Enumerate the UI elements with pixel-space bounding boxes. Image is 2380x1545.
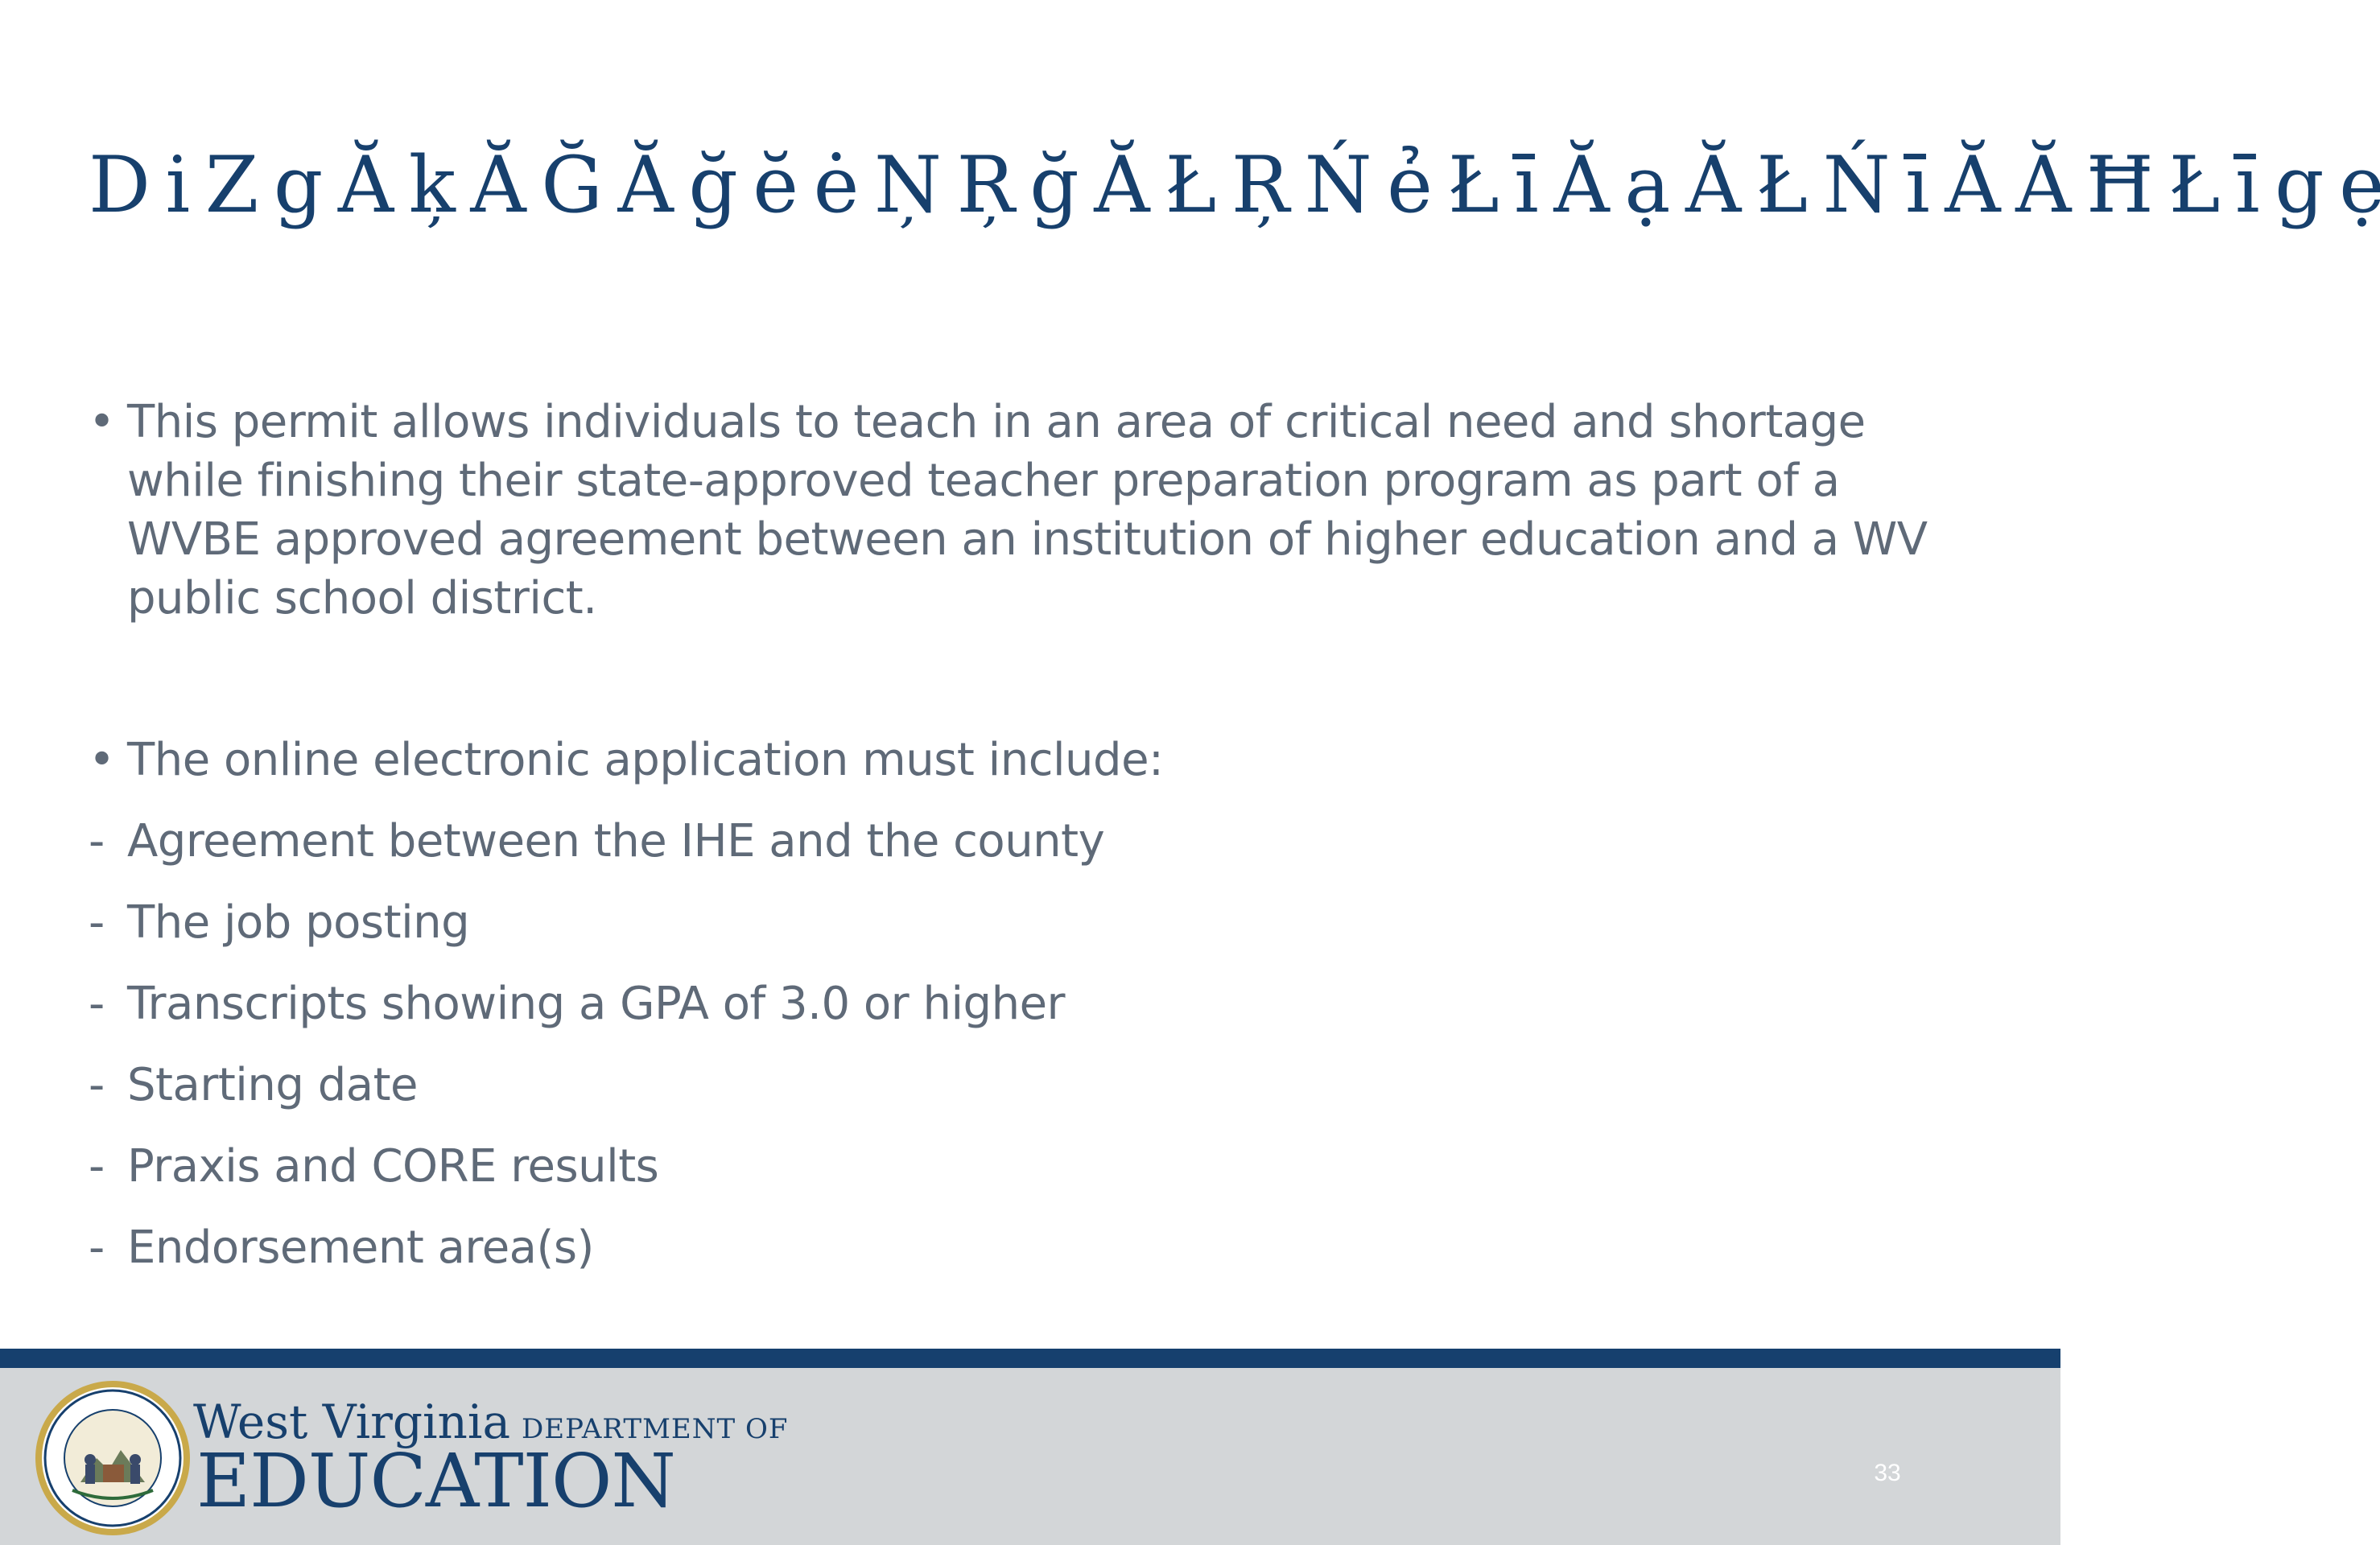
- dash-icon: -: [89, 1222, 105, 1274]
- bullet-paragraph: [89, 731, 1964, 789]
- list-item: [89, 1218, 1964, 1277]
- logo-text-bottom: EDUCATION: [196, 1438, 675, 1524]
- list-item-text: Endorsement area(s): [127, 1222, 594, 1274]
- slide-body: [89, 393, 1964, 1300]
- footer-rule: [0, 1349, 2060, 1368]
- list-item-text: Transcripts showing a GPA of 3.0 or higher: [127, 978, 1066, 1030]
- dash-icon: -: [89, 1140, 105, 1193]
- state-seal-icon: [32, 1378, 193, 1539]
- dash-icon: -: [89, 978, 105, 1030]
- page-number: 33: [1874, 1460, 1901, 1486]
- list-item: [89, 812, 1964, 871]
- list-item: [89, 1056, 1964, 1114]
- bullet-icon: •: [89, 396, 115, 448]
- logo-dept: DEPARTMENT OF: [522, 1413, 789, 1445]
- list-item-text: Starting date: [127, 1059, 418, 1111]
- dash-icon: -: [89, 896, 105, 949]
- slide-title: D i Z g Ă ķ Ă Ğ Ă ğ ĕ ė Ņ Ŗ ğ Ă Ł Ŗ Ń ẻ Ł ī Ă ạ Ă Ł Ń ī Ă Ă Ħ Ł ī g ẹ: [89, 140, 2380, 230]
- list-item: [89, 974, 1964, 1033]
- paragraph-text: The online electronic application must include:: [127, 734, 1164, 786]
- dash-icon: -: [89, 1059, 105, 1111]
- list-item-text: Praxis and CORE results: [127, 1140, 659, 1193]
- bullet-icon: •: [89, 734, 115, 786]
- list-item-text: The job posting: [127, 896, 470, 949]
- paragraph-text: This permit allows individuals to teach in an area of critical need and shortage while finishing their state-approved teacher preparation program as part of a WVBE approved agreement between an institution of higher education and a WV public school district.: [127, 396, 1928, 624]
- dash-icon: -: [89, 815, 105, 867]
- logo-state-name: West Virginia: [193, 1395, 511, 1449]
- list-item: [89, 1137, 1964, 1196]
- list-item: [89, 893, 1964, 952]
- list-item-text: Agreement between the IHE and the county: [127, 815, 1105, 867]
- bullet-paragraph: [89, 393, 1964, 628]
- requirements-list: [89, 812, 1964, 1277]
